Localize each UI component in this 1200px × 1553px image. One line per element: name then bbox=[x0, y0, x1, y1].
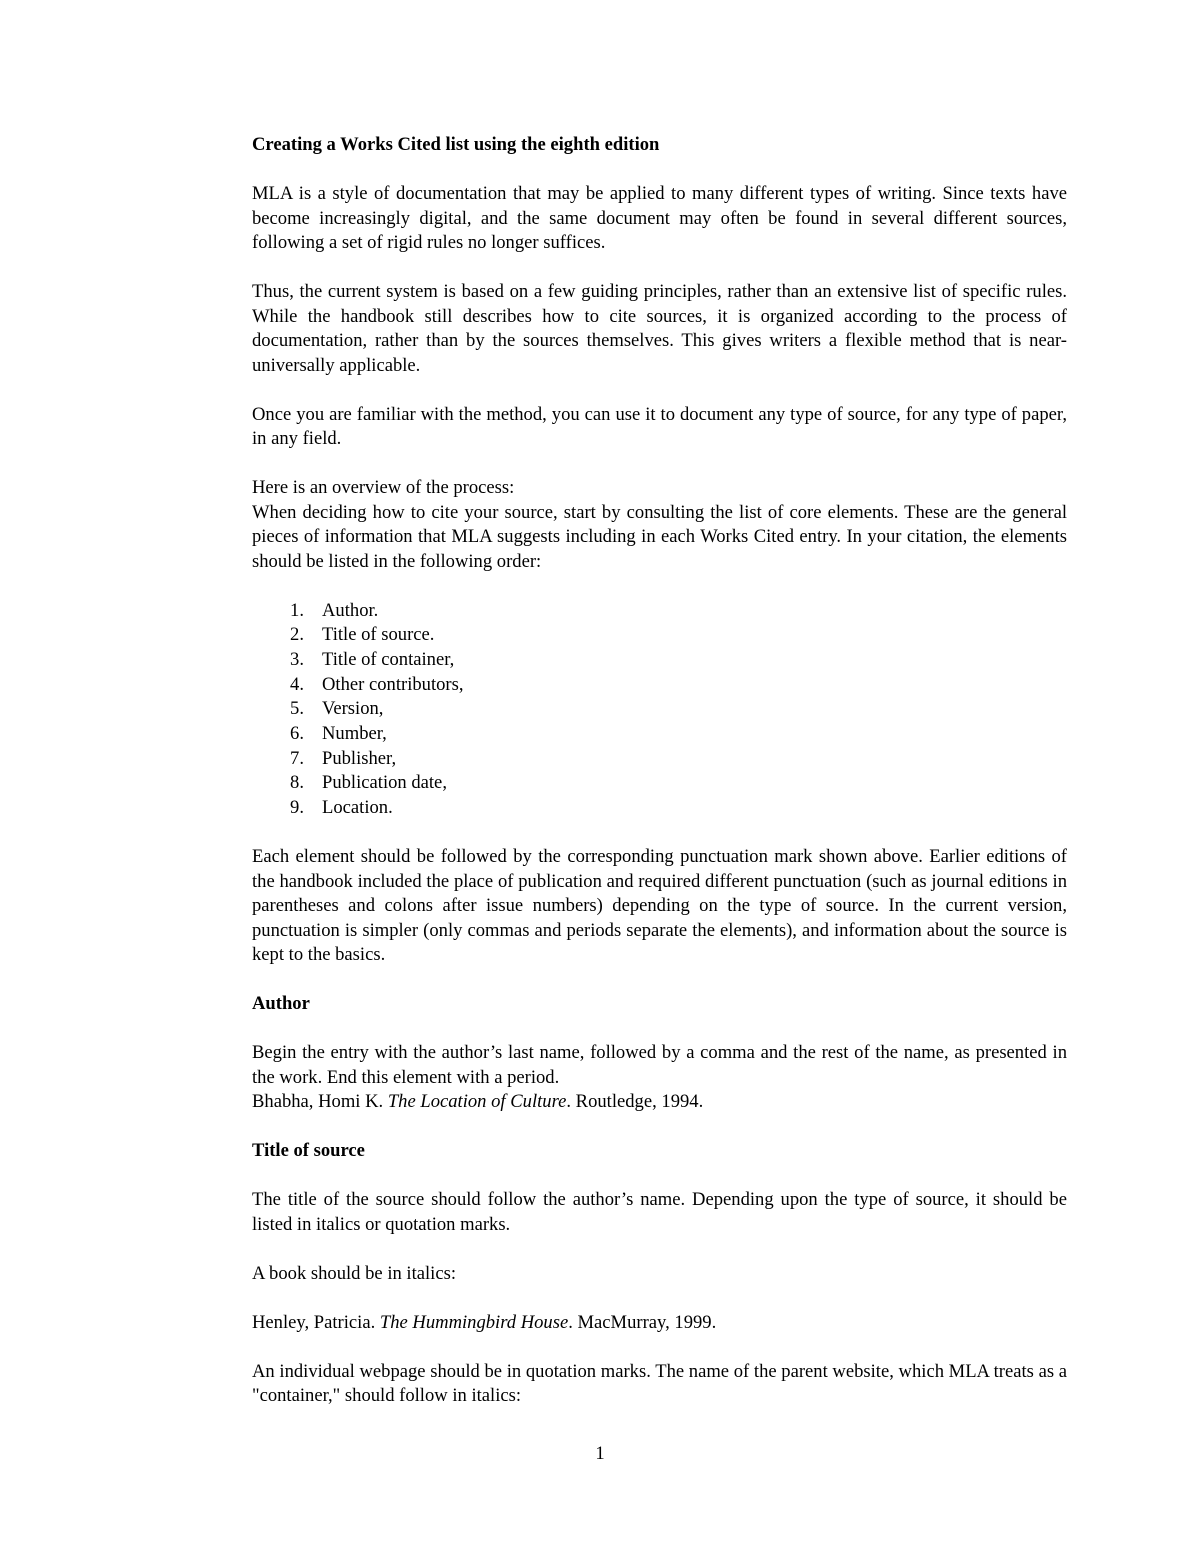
citation-publisher: . Routledge, 1994. bbox=[566, 1091, 704, 1113]
list-item bbox=[252, 673, 1067, 698]
title-of-source-heading: Title of source bbox=[252, 1140, 365, 1162]
list-item-number: 6. bbox=[290, 722, 304, 744]
list-item-number: 8. bbox=[290, 772, 304, 794]
intro-paragraph-1: MLA is a style of documentation that may be applied to many different types of writing. Since texts have become increasingly digital, and the same document may often be found in several different sources, following a set of rigid rules no longer suffices. bbox=[252, 183, 1067, 253]
citation-title: The Hummingbird House bbox=[379, 1311, 569, 1333]
list-item-number: 1. bbox=[290, 599, 304, 621]
book-example-citation bbox=[252, 1311, 1067, 1336]
author-paragraph: Begin the entry with the author’s last name, followed by a comma and the rest of the name, as presented in the work. End this element with a period. bbox=[252, 1042, 1067, 1088]
overview-label: Here is an overview of the process: bbox=[252, 477, 515, 498]
citation-title: The Location of Culture bbox=[387, 1091, 567, 1113]
intro-paragraph-3: Once you are familiar with the method, you can use it to document any type of source, for any type of paper, in any field. bbox=[252, 403, 1067, 449]
list-item bbox=[252, 623, 1067, 648]
list-item-label: Version, bbox=[322, 698, 384, 720]
list-item-number: 5. bbox=[290, 698, 304, 720]
citation-author: Henley, Patricia. bbox=[252, 1311, 380, 1333]
webpage-paragraph: An individual webpage should be in quotation marks. The name of the parent website, which MLA treats as a "container," should follow in italics: bbox=[252, 1360, 1067, 1407]
list-item bbox=[252, 796, 1067, 821]
list-item-number: 2. bbox=[290, 624, 304, 646]
author-example-citation bbox=[252, 1090, 1067, 1115]
book-label: A book should be in italics: bbox=[252, 1262, 457, 1284]
overview-paragraph: When deciding how to cite your source, start by consulting the list of core elements. These are the general pieces of information that MLA suggests including in each Works Cited entry. In your citation, the elements should be listed in the following order: bbox=[252, 501, 1067, 572]
title-of-source-paragraph: The title of the source should follow the author’s name. Depending upon the type of source, it should be listed in italics or quotation marks. bbox=[252, 1189, 1067, 1235]
list-item bbox=[252, 747, 1067, 772]
list-item-label: Publisher, bbox=[322, 747, 397, 769]
list-item-label: Title of source. bbox=[322, 624, 435, 646]
core-elements-list bbox=[252, 599, 1067, 821]
citation-author: Bhabha, Homi K. bbox=[252, 1091, 388, 1113]
list-item bbox=[252, 599, 1067, 624]
page-content bbox=[252, 133, 1067, 1409]
citation-publisher: . MacMurray, 1999. bbox=[568, 1311, 717, 1333]
list-item-number: 4. bbox=[290, 673, 304, 695]
list-item-label: Location. bbox=[322, 797, 393, 818]
list-item bbox=[252, 697, 1067, 722]
list-item bbox=[252, 771, 1067, 796]
list-item-number: 7. bbox=[290, 747, 304, 769]
list-item bbox=[252, 722, 1067, 747]
list-item-label: Number, bbox=[322, 722, 387, 744]
page-number: 1 bbox=[595, 1443, 605, 1464]
list-item-number: 3. bbox=[290, 648, 304, 670]
document-title: Creating a Works Cited list using the eighth edition bbox=[252, 134, 660, 155]
intro-paragraph-2: Thus, the current system is based on a few guiding principles, rather than an extensive list of specific rules. While the handbook still describes how to cite sources, it is organized according to the process of documentation, rather than by the sources themselves. This gives writers a flexible method that is near-universally applicable. bbox=[252, 281, 1067, 376]
list-item-number: 9. bbox=[290, 797, 304, 818]
list-item-label: Author. bbox=[322, 599, 379, 621]
list-item-label: Title of container, bbox=[322, 648, 455, 670]
punctuation-paragraph: Each element should be followed by the corresponding punctuation mark shown above. Earlier editions of the handbook included the place of publication and required different punctuation (such as journal editions in parentheses and colons after issue numbers) depending on the type of source. In the current version, punctuation is simpler (only commas and periods separate the elements), and information about the source is kept to the basics. bbox=[252, 846, 1067, 966]
author-heading: Author bbox=[252, 993, 310, 1015]
list-item-label: Publication date, bbox=[322, 772, 447, 794]
list-item bbox=[252, 648, 1067, 673]
list-item-label: Other contributors, bbox=[322, 673, 464, 695]
